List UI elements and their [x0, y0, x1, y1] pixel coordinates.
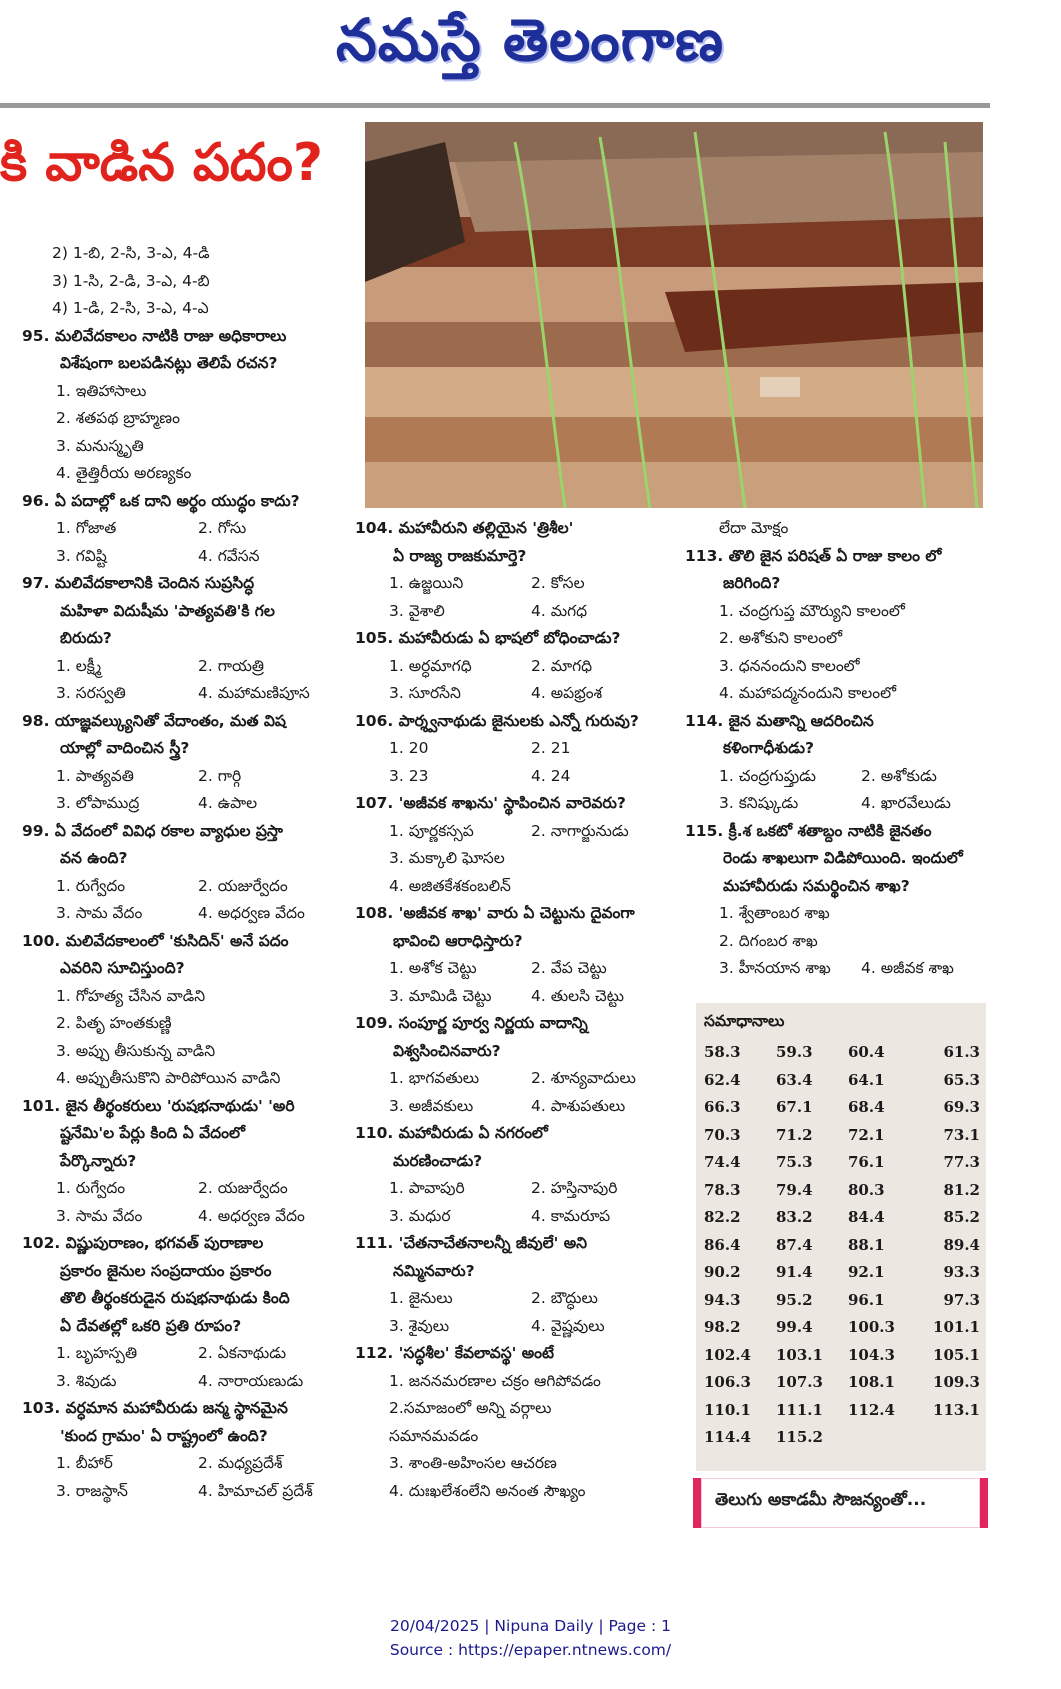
answer-cell: 109.3 [933, 1373, 980, 1391]
answer-cell: 94.3 [704, 1290, 741, 1309]
question-115 [685, 818, 985, 983]
question-text: 103. వర్ధమాన మహావీరుడు జన్మ స్థానమైన [22, 1399, 288, 1417]
option-row [355, 1285, 675, 1313]
option-row [22, 515, 337, 543]
question-text: 95. మలివేదకాలం నాటికి రాజు అధికారాలు [22, 326, 287, 345]
option: 3. మక్కాలి ఘోసల [389, 849, 505, 867]
question-text: 104. మహావీరుని తల్లియైన 'త్రిశీల' [355, 519, 574, 537]
answer-cell: 102.4 [704, 1345, 751, 1364]
option: 3. అజీవకులు [389, 1096, 474, 1115]
question-text: 106. పార్శ్వనాథుడు జైనులకు ఎన్నో గురువు? [355, 711, 639, 730]
credit-box [693, 1478, 988, 1528]
answers-row [704, 1263, 980, 1291]
answer-cell: 106.3 [704, 1373, 751, 1391]
question-104 [355, 515, 675, 625]
question-112 [355, 1340, 675, 1505]
option: 1. ఇతిహాసాలు [56, 381, 147, 400]
question-text: పేర్కొన్నారు? [60, 1151, 137, 1170]
answer-cell: 97.3 [943, 1290, 980, 1309]
answer-cell: 100.3 [848, 1318, 895, 1336]
answer-cell: 77.3 [943, 1153, 980, 1171]
answer-cell: 81.2 [943, 1180, 980, 1199]
answers-row [704, 1401, 980, 1429]
option-row [355, 763, 675, 791]
question-97 [22, 570, 337, 708]
option: 2. శూన్యవాదులు [531, 1069, 636, 1087]
option-row [22, 1478, 337, 1506]
question-101 [22, 1093, 337, 1231]
answer-cell: 104.3 [848, 1345, 895, 1364]
answer-cell: 59.3 [776, 1043, 813, 1061]
option: 3. సామ వేదం [56, 904, 143, 922]
option: 4. పాశుపతులు [531, 1096, 626, 1115]
option: 2. గాయత్రి [198, 656, 265, 675]
option: 2. బౌద్ధులు [531, 1289, 598, 1307]
option-row [355, 1313, 675, 1341]
question-text: 108. 'అజీవక శాఖ' వారు ఏ చెట్టును దైవంగా [355, 904, 635, 922]
answer-cell: 105.1 [933, 1345, 980, 1364]
answer-cell: 115.2 [776, 1428, 823, 1446]
option: 1. 20 [389, 739, 429, 757]
option: 4. అధర్వణ వేదం [198, 1206, 305, 1225]
option: 1. చంద్రగుప్తుడు [719, 766, 816, 785]
answers-row [704, 1236, 980, 1264]
option: 1. చంద్రగుప్త మౌర్యుని కాలంలో [719, 601, 905, 620]
answer-cell: 88.1 [848, 1235, 885, 1254]
answer-cell: 66.3 [704, 1098, 741, 1116]
option: 1. పూర్ణకస్సప [389, 821, 474, 840]
question-102 [22, 1230, 337, 1395]
answer-cell: 69.3 [943, 1098, 980, 1116]
option-row [685, 763, 985, 791]
option-row [22, 653, 337, 681]
question-text: ఏ రాజ్య రాజకుమార్తె? [393, 546, 527, 565]
option: 1. పాత్యవతి [56, 766, 134, 785]
prev-option: 4) 1-డి, 2-సి, 3-ఎ, 4-ఎ [52, 299, 209, 317]
question-text: 98. యాజ్ఞవల్క్యునితో వేదాంతం, మత విష [22, 711, 286, 730]
answers-row [704, 1318, 980, 1346]
answer-cell: 95.2 [776, 1290, 813, 1309]
answer-cell: 92.1 [848, 1263, 885, 1281]
option: 3. శివుడు [56, 1371, 117, 1390]
answer-cell: 89.4 [943, 1235, 980, 1254]
answer-cell: 98.2 [704, 1318, 741, 1336]
option: 3. రాజస్థాన్ [56, 1481, 128, 1500]
question-text: 107. 'అజీవక శాఖను' స్థాపించిన వారెవరు? [355, 794, 626, 812]
option-row [22, 680, 337, 708]
prev-option: 3) 1-సి, 2-డి, 3-ఎ, 4-బి [52, 271, 210, 290]
answers-row [704, 1428, 980, 1456]
question-99 [22, 818, 337, 928]
answer-cell: 90.2 [704, 1263, 741, 1281]
column-1 [22, 240, 337, 1505]
option: 2. గోసు [198, 519, 247, 537]
option-row [22, 790, 337, 818]
option-row [22, 763, 337, 791]
option: 4. అజితకేశకంబలిన్ [389, 876, 511, 895]
option: 2. గార్గి [198, 766, 242, 785]
option: 3. శైవులు [389, 1316, 450, 1335]
question-text: ఏ దేవతల్లో ఒకరి ప్రతి రూపం? [60, 1316, 242, 1335]
option: 4. ఖారవేలుడు [861, 794, 951, 812]
option: 2. కోసల [531, 574, 585, 592]
answer-cell: 93.3 [943, 1263, 980, 1281]
option: సమానమవడం [389, 1426, 479, 1445]
answer-cell: 101.1 [933, 1318, 980, 1336]
question-text: మహావీరుడు సమర్థించిన శాఖ? [723, 876, 910, 895]
option-row [22, 1203, 337, 1231]
question-109 [355, 1010, 675, 1120]
option: 2. హస్తినాపురి [531, 1179, 618, 1197]
option: 3. అప్పు తీసుకున్న వాడిని [56, 1041, 216, 1060]
answers-row [704, 1153, 980, 1181]
option-row [22, 900, 337, 928]
option: 4. హిమాచల్ ప్రదేశ్ [198, 1481, 313, 1500]
question-text: 109. సంపూర్ణ పూర్వ నిర్ణయ వాదాన్ని [355, 1014, 588, 1032]
question-text: వన ఉంది? [60, 849, 128, 867]
answers-row [704, 1373, 980, 1401]
answer-cell: 108.1 [848, 1373, 895, 1391]
option: 3. వైశాలి [389, 601, 445, 620]
answer-cell: 58.3 [704, 1043, 741, 1061]
answers-box [696, 1003, 986, 1471]
option: 2.సమాజంలో అన్ని వర్గాలు [389, 1399, 552, 1417]
option: 4. కామరూప [531, 1206, 611, 1225]
option: 4. మహాపద్మనందుని కాలంలో [719, 684, 897, 702]
question-text: ప్రకారం జైనుల సంప్రదాయం ప్రకారం [60, 1261, 272, 1280]
answer-cell: 60.4 [848, 1043, 885, 1061]
question-text: బిరుదు? [60, 629, 112, 647]
answer-cell: 107.3 [776, 1373, 823, 1391]
answer-cell: 91.4 [776, 1263, 813, 1281]
option: 4. నారాయణుడు [198, 1371, 304, 1390]
option: 3. హీనయాన శాఖ [719, 959, 831, 977]
option-row [355, 653, 675, 681]
option-row [355, 818, 675, 846]
option-row [355, 735, 675, 763]
option-row [355, 598, 675, 626]
option: 1. బీహార్ [56, 1454, 113, 1472]
option: 1. గోహత్య చేసిన వాడిని [56, 986, 206, 1005]
answers-row [704, 1346, 980, 1374]
question-text: 114. జైన మతాన్ని ఆదరించిన [685, 711, 874, 730]
question-96 [22, 488, 337, 571]
answers-row [704, 1071, 980, 1099]
footer-source-line: Source : https://epaper.ntnews.com/ [389, 1641, 672, 1659]
option-row [355, 1203, 675, 1231]
option: 1. భాగవతులు [389, 1069, 480, 1087]
option: 2. నాగార్జునుడు [531, 821, 629, 840]
credit-text: తెలుగు అకాడమీ సౌజన్యంతో... [715, 1490, 927, 1510]
option: 4. గవేసన [198, 546, 260, 565]
option: 2. వేప చెట్టు [531, 959, 607, 977]
option: 4. 24 [531, 766, 571, 785]
answer-cell: 86.4 [704, 1235, 741, 1254]
option: 4. మగధ [531, 601, 588, 620]
option: 2. 21 [531, 739, 571, 757]
question-103 [22, 1395, 337, 1505]
answer-cell: 71.2 [776, 1125, 813, 1144]
answer-cell: 61.3 [943, 1043, 980, 1061]
answer-cell: 67.1 [776, 1098, 813, 1116]
question-text: 99. ఏ వేదంలో వివిధ రకాల వ్యాధుల ప్రస్తా [22, 821, 283, 840]
answer-cell: 79.4 [776, 1180, 813, 1199]
answer-cell: 85.2 [943, 1208, 980, 1226]
question-111 [355, 1230, 675, 1340]
answer-cell: 64.1 [848, 1070, 885, 1089]
answer-cell: 74.4 [704, 1153, 741, 1171]
option-row [355, 1175, 675, 1203]
answers-row [704, 1181, 980, 1209]
question-text: 'కుంద గ్రామం' ఏ రాష్ట్రంలో ఉంది? [60, 1426, 268, 1445]
option: 3. సామ వేదం [56, 1206, 143, 1225]
option: 3. సరస్వతి [56, 684, 126, 702]
answers-row [704, 1098, 980, 1126]
option: 1. జననమరణాల చక్రం ఆగిపోవడం [389, 1371, 601, 1390]
footer [0, 1614, 1061, 1662]
newspaper-logo: నమస్తే తెలంగాణ [336, 6, 724, 74]
option: 2. పితృ హంతకుణ్ణి [56, 1014, 172, 1032]
option-row [355, 680, 675, 708]
option-row [22, 1340, 337, 1368]
palm-leaf-manuscripts-photo [365, 122, 983, 508]
option: 1. గోజాత [56, 519, 117, 537]
option: 1. రుగ్వేదం [56, 876, 126, 895]
option: 4. ఉపాల [198, 794, 258, 812]
answer-cell: 78.3 [704, 1180, 741, 1199]
question-105 [355, 625, 675, 708]
question-text: 97. మలివేదకాలానికి చెందిన సుప్రసిద్ధ [22, 574, 255, 592]
option-row [22, 1450, 337, 1478]
question-text: విశ్వసించినవారు? [393, 1041, 501, 1060]
question-text: రెండు శాఖలుగా విడిపోయింది. ఇందులో [723, 849, 963, 867]
header-rule [0, 103, 990, 108]
question-108 [355, 900, 675, 1010]
option: 4. వైష్ణవులు [531, 1316, 605, 1335]
answer-cell: 68.4 [848, 1098, 885, 1116]
answer-cell: 70.3 [704, 1125, 741, 1144]
option-row [22, 543, 337, 571]
option: 1. జైనులు [389, 1289, 453, 1307]
option-continuation: లేదా మోక్షం [719, 519, 789, 537]
option: 4. తైత్తిరీయ అరణ్యకం [56, 464, 192, 482]
question-text: 111. 'చేతనాచేతనాలన్నీ జీవులే' అని [355, 1234, 588, 1252]
option: 1. ఉజ్జయిని [389, 574, 464, 592]
question-text: 96. ఏ పదాల్లో ఒక దాని అర్థం యుద్ధం కాదు? [22, 491, 300, 510]
answer-cell: 110.1 [704, 1400, 751, 1419]
answer-cell: 112.4 [848, 1400, 895, 1419]
option: 1. బృహస్పతి [56, 1344, 138, 1362]
question-text: 112. 'సద్ధశీల' కేవలావస్థ' అంటే [355, 1344, 554, 1362]
option-row [685, 790, 985, 818]
question-114 [685, 708, 985, 818]
question-text: ష్టనేమి'ల పేర్లు కింది ఏ వేదంలో [60, 1124, 245, 1142]
option: 3. గవిష్టి [56, 546, 107, 565]
option: 3. సూరసేని [389, 684, 461, 702]
answers-row [704, 1043, 980, 1071]
option: 1. అశోక చెట్టు [389, 959, 477, 977]
option: 2. శతపథ బ్రాహ్మణం [56, 409, 180, 427]
option-row [355, 1093, 675, 1121]
answer-cell: 113.1 [933, 1400, 980, 1419]
question-text: 110. మహావీరుడు ఏ నగరంలో [355, 1124, 548, 1142]
option: 1. పావాపురి [389, 1179, 465, 1197]
question-text: మరణించాడు? [393, 1151, 483, 1170]
column-3 [685, 515, 985, 983]
question-text: 100. మలివేదకాలంలో 'కుసిదిన్' అనే పదం [22, 931, 289, 950]
question-text: 105. మహావీరుడు ఏ భాషలో బోధించాడు? [355, 629, 621, 647]
question-text: విశేషంగా బలపడినట్లు తెలిపే రచన? [60, 354, 278, 372]
option: 3. శాంతి-అహింసల ఆచరణ [389, 1454, 557, 1472]
question-text: యాల్లో వాదించిన స్త్రీ? [60, 739, 190, 757]
option: 2. అశోకుని కాలంలో [719, 629, 843, 647]
option-row [355, 1065, 675, 1093]
question-text: కళింగాధీశుడు? [723, 739, 814, 757]
answer-cell: 83.2 [776, 1208, 813, 1226]
answers-title: సమాధానాలు [704, 1012, 785, 1030]
answer-cell: 114.4 [704, 1428, 751, 1446]
answer-cell: 103.1 [776, 1345, 823, 1364]
answer-cell: 65.3 [943, 1070, 980, 1089]
question-text: 101. జైన తీర్థంకరులు 'రుషభనాథుడు' 'అరి [22, 1096, 295, 1115]
option-row [22, 1175, 337, 1203]
option-row [685, 955, 985, 983]
question-text: జరిగింది? [723, 574, 781, 592]
option: 3. మనుస్మృతి [56, 436, 144, 455]
question-113 [685, 543, 985, 708]
option-row [22, 1368, 337, 1396]
question-text: ఎవరిని సూచిస్తుంది? [60, 959, 185, 977]
question-text: 115. క్రీ.శ ఒకటో శతాబ్దం నాటికి జైనతం [685, 821, 932, 840]
answer-cell: 80.3 [848, 1180, 885, 1199]
option: 1. అర్ధమాగధి [389, 656, 472, 675]
option: 1. రుగ్వేదం [56, 1179, 126, 1197]
question-106 [355, 708, 675, 791]
question-110 [355, 1120, 675, 1230]
answer-cell: 75.3 [776, 1153, 813, 1171]
answer-cell: 62.4 [704, 1070, 741, 1089]
option-row [22, 873, 337, 901]
option: 3. 23 [389, 766, 429, 785]
answer-cell: 99.4 [776, 1318, 813, 1336]
answers-row [704, 1126, 980, 1154]
option: 2. యజుర్వేదం [198, 876, 288, 895]
option: 2. దిగంబర శాఖ [719, 931, 818, 950]
prev-option: 2) 1-బి, 2-సి, 3-ఎ, 4-డి [52, 244, 210, 262]
answers-row [704, 1208, 980, 1236]
answer-cell: 84.4 [848, 1208, 885, 1226]
option: 2. మధ్యప్రదేశ్ [198, 1454, 283, 1472]
option: 2. ఏకనాథుడు [198, 1344, 287, 1362]
option-row [355, 983, 675, 1011]
option: 3. మామిడి చెట్టు [389, 986, 492, 1005]
option: 3. లోపాముద్ర [56, 794, 140, 812]
answer-cell: 82.2 [704, 1208, 741, 1226]
answer-cell: 72.1 [848, 1125, 885, 1144]
option: 1. లక్ష్మీ [56, 656, 102, 675]
footer-date-line: 20/04/2025 | Nipuna Daily | Page : 1 [390, 1617, 671, 1635]
option: 4. అజీవక శాఖ [861, 959, 954, 977]
answer-cell: 63.4 [776, 1070, 813, 1089]
answer-cell: 73.1 [943, 1125, 980, 1144]
headline: కి వాడిన పదం? [0, 133, 324, 193]
question-text: 113. తొలి జైన పరిషత్ ఏ రాజు కాలం లో [685, 546, 942, 565]
option: 4. అధర్వణ వేదం [198, 904, 305, 922]
option: 1. శ్వేతాంబర శాఖ [719, 904, 830, 922]
answer-cell: 87.4 [776, 1235, 813, 1254]
question-text: తొలి తీర్థంకరుడైన రుషభనాథుడు కింది [60, 1289, 290, 1307]
masthead [0, 4, 1061, 92]
question-98 [22, 708, 337, 818]
option: 2. మాగధి [531, 656, 593, 675]
option: 4. తులసి చెట్టు [531, 986, 625, 1005]
question-107 [355, 790, 675, 900]
option: 4. అప్పుతీసుకొని పారిపోయిన వాడిని [56, 1069, 281, 1087]
answer-cell: 76.1 [848, 1153, 885, 1171]
option: 4. అపభ్రంశ [531, 684, 603, 702]
option: 3. మధుర [389, 1206, 451, 1225]
question-text: భావించి ఆరాధిస్తారు? [393, 931, 523, 950]
option: 4. మహామణిపూస [198, 684, 310, 702]
option: 2. అశోకుడు [861, 766, 937, 785]
answer-cell: 111.1 [776, 1400, 823, 1419]
answers-grid [704, 1043, 980, 1456]
answer-cell: 96.1 [848, 1290, 885, 1309]
question-95 [22, 323, 337, 488]
question-text: నమ్మినవారు? [393, 1261, 475, 1280]
question-text: మహిళా విదుషీమ 'పాత్యవతి'కి గల [60, 601, 275, 620]
option: 3. ధననందుని కాలంలో [719, 656, 860, 675]
answers-row [704, 1291, 980, 1319]
question-text: 102. విష్ణుపురాణం, భగవత్ పురాణాల [22, 1234, 264, 1252]
question-100 [22, 928, 337, 1093]
option: 3. కనిష్కుడు [719, 794, 799, 812]
option: 4. దుఃఖలేశంలేని అనంత సౌఖ్యం [389, 1481, 586, 1500]
option-row [355, 570, 675, 598]
column-2 [355, 515, 675, 1505]
option: 2. యజుర్వేదం [198, 1179, 288, 1197]
option-row [355, 955, 675, 983]
